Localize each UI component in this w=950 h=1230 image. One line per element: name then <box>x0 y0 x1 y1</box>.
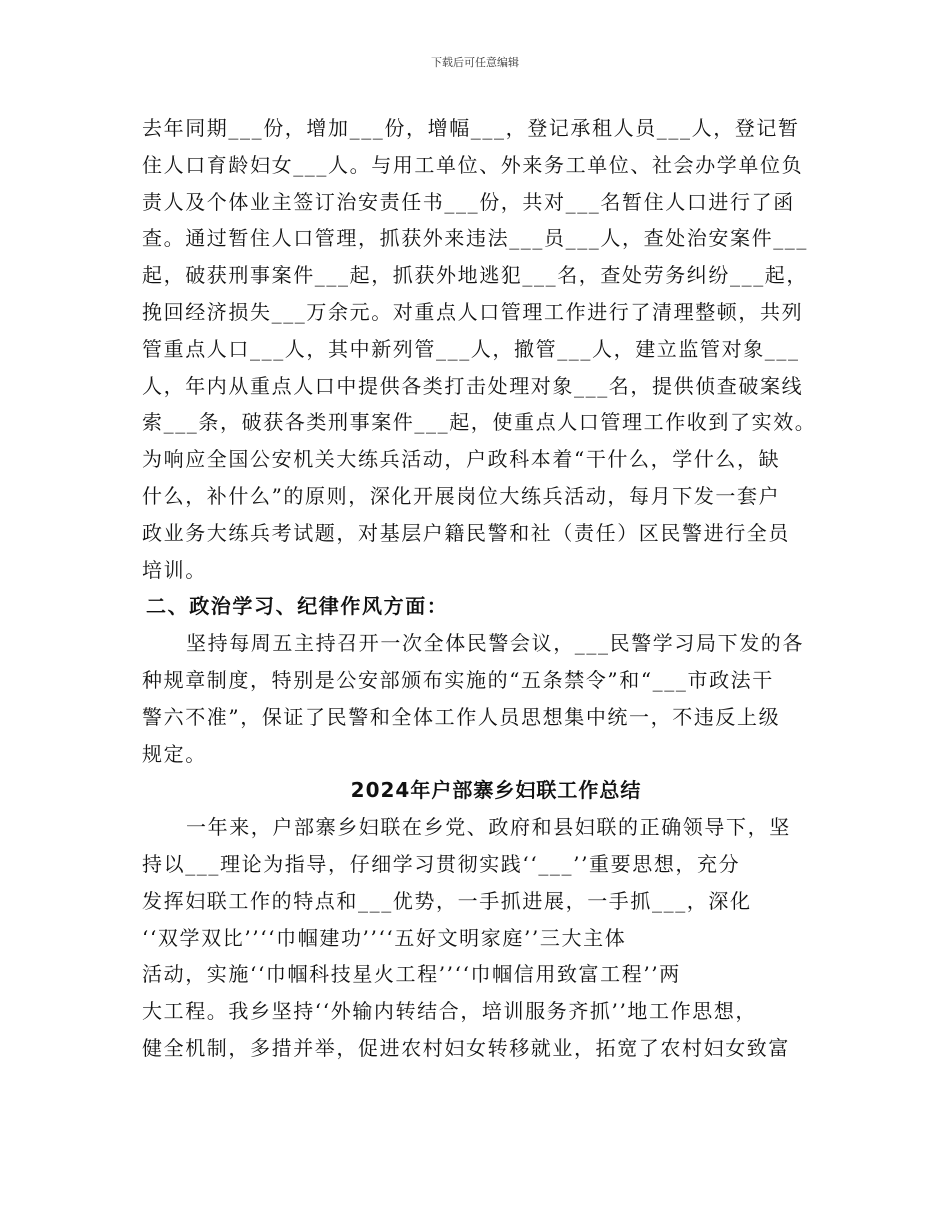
text-line: 种规章制度，特别是公安部颁布实施的“五条禁令”和“___市政法干 <box>142 667 774 692</box>
text-line: 管重点人口___人，其中新列管___人，撤管___人，建立监管对象___ <box>142 336 800 361</box>
header-note: 下载后可任意编辑 <box>431 56 519 69</box>
text-line: 挽回经济损失___万余元。对重点人口管理工作进行了清理整顿，共列 <box>142 299 804 324</box>
section1-paragraph <box>142 110 822 588</box>
section2-heading: 二、政治学习、纪律作风方面： <box>146 594 449 619</box>
text-line: 住人口育龄妇女___人。与用工单位、外来务工单位、社会办学单位负 <box>142 152 804 177</box>
document-body <box>142 110 822 1067</box>
text-line: 去年同期___份，增加___份，增幅___，登记承租人员___人，登记暂 <box>142 116 800 140</box>
text-line: 一年来，户部寨乡妇联在乡党、政府和县妇联的正确领导下，坚 <box>186 815 791 840</box>
text-line: 发挥妇联工作的特点和___优势，一手抓进展，一手抓___，深化 <box>142 888 752 913</box>
text-line: 健全机制，多措并举，促进农村妇女转移就业，拓宽了农村妇女致富 <box>142 1035 790 1060</box>
text-line: 警六不准”，保证了民警和全体工作人员思想集中统一，不违反上级 <box>142 704 781 729</box>
text-line: 政业务大练兵考试题，对基层户籍民警和社（责任）区民警进行全员 <box>142 520 790 545</box>
article-paragraph <box>142 809 822 1067</box>
article-title: 2024年户部寨乡妇联工作总结 <box>350 778 642 803</box>
text-line: 为响应全国公安机关大练兵活动，户政科本着“干什么，学什么，缺 <box>142 447 781 472</box>
text-line: 人，年内从重点人口中提供各类打击处理对象___名，提供侦查破案线 <box>142 373 804 398</box>
text-line: 持以___理论为指导，仔细学习贯彻实践‘‘___’’重要思想，充分 <box>142 851 741 876</box>
text-line: 责人及个体业主签订治安责任书___份，共对___名暂住人口进行了函 <box>142 189 795 214</box>
text-line: 坚持每周五主持召开一次全体民警会议，___民警学习局下发的各 <box>186 631 804 656</box>
text-line: 活动，实施‘‘巾帼科技星火工程’’‘‘巾帼信用致富工程’’两 <box>142 962 681 987</box>
text-line: 大工程。我乡坚持‘‘外输内转结合，培训服务齐抓’’地工作思想， <box>142 999 758 1024</box>
text-line: 起，破获刑事案件___起，抓获外地逃犯___名，查处劳务纠纷___起， <box>142 263 808 288</box>
text-line: 查。通过暂住人口管理，抓获外来违法___员___人，查处治安案件___ <box>142 226 808 251</box>
text-line: 培训。 <box>142 557 207 582</box>
text-line: 什么，补什么”的原则，深化开展岗位大练兵活动，每月下发一套户 <box>142 483 781 508</box>
section2-paragraph <box>142 625 822 772</box>
text-line: 规定。 <box>142 741 207 766</box>
text-line: ‘‘双学双比’’‘‘巾帼建功’’‘‘五好文明家庭’’三大主体 <box>142 925 627 950</box>
text-line: 索___条，破获各类刑事案件___起，使重点人口管理工作收到了实效。 <box>142 410 817 435</box>
